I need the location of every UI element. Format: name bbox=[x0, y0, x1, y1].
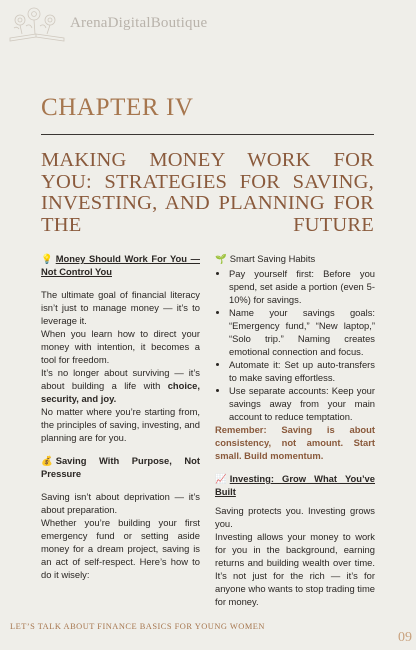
section-heading-text: Saving With Purpose, Not Pressure bbox=[41, 455, 200, 479]
brand-logo bbox=[6, 4, 208, 44]
page-title: MAKING MONEY WORK FOR YOU: STRATEGIES FOR SAVING, INVESTING, AND PLANNING FOR THE FUTURE bbox=[41, 149, 374, 236]
list-item: • Pay yourself first: Before you spend, set aside a portion (even 5-10%) for savings. bbox=[229, 267, 375, 306]
section-heading-investing bbox=[215, 472, 375, 498]
section-heading-text: Smart Saving Habits bbox=[229, 253, 316, 264]
paragraph: No matter where you’re starting from, the principles of saving, investing, and planning are for you. bbox=[41, 406, 200, 443]
left-column bbox=[41, 252, 200, 581]
right-column bbox=[215, 252, 375, 608]
section-heading-saving bbox=[41, 454, 200, 480]
remember-note: Remember: Saving is about consistency, not amount. Start small. Build momentum. bbox=[215, 424, 375, 461]
paragraph bbox=[41, 366, 200, 405]
brand-name: ArenaDigitalBoutique bbox=[70, 15, 208, 31]
footer-text: LET’S TALK ABOUT FINANCE BASICS FOR YOUNG WOMEN bbox=[10, 622, 265, 631]
paragraph: Investing allows your money to work for you in the background, earning returns and building wealth over time. It’s not just for the rich — it’s for anyone who wants to stop trading time for money. bbox=[215, 531, 375, 607]
chart-increasing-icon: 📈 bbox=[215, 473, 227, 484]
tips-list bbox=[215, 267, 375, 423]
paragraph: When you learn how to direct your money with intention, it becomes a tool for freedom. bbox=[41, 328, 200, 365]
paragraph: Saving protects you. Investing grows you. bbox=[215, 505, 375, 529]
divider bbox=[41, 134, 374, 135]
page-number: 09 bbox=[398, 630, 412, 645]
section-heading-text: Money Should Work For You — Not Control You bbox=[41, 253, 200, 277]
paragraph-text: It’s no longer about surviving — it’s about building a life with bbox=[41, 367, 200, 391]
list-item: • Use separate accounts: Keep your savings away from your main account to reduce temptation. bbox=[229, 384, 375, 423]
paragraph: Saving isn’t about deprivation — it’s about preparation. bbox=[41, 491, 200, 515]
section-heading-smart-saving bbox=[215, 252, 375, 265]
bold-text: choice, security, and joy. bbox=[41, 380, 200, 404]
lightbulb-icon: 💡 bbox=[41, 253, 53, 264]
chapter-heading: CHAPTER IV bbox=[41, 94, 194, 121]
flower-book-icon bbox=[6, 4, 68, 44]
paragraph: Whether you’re building your first emergency fund or setting aside money for a dream project, saving is an act of self-respect. Here’s how to do it wisely: bbox=[41, 517, 200, 580]
money-bag-icon: 💰 bbox=[41, 455, 53, 466]
sprout-icon: 🌱 bbox=[215, 253, 227, 264]
paragraph: The ultimate goal of financial literacy isn’t just to manage money — it’s to leverage it. bbox=[41, 289, 200, 326]
list-item: • Name your savings goals: “Emergency fund,” “New laptop,” “Solo trip.” Naming creates emotional connection and focus. bbox=[229, 306, 375, 358]
list-item: • Automate it: Set up auto-transfers to make saving effortless. bbox=[229, 358, 375, 384]
section-heading-money-work bbox=[41, 252, 200, 278]
section-heading-text: Investing: Grow What You’ve Built bbox=[215, 473, 375, 497]
